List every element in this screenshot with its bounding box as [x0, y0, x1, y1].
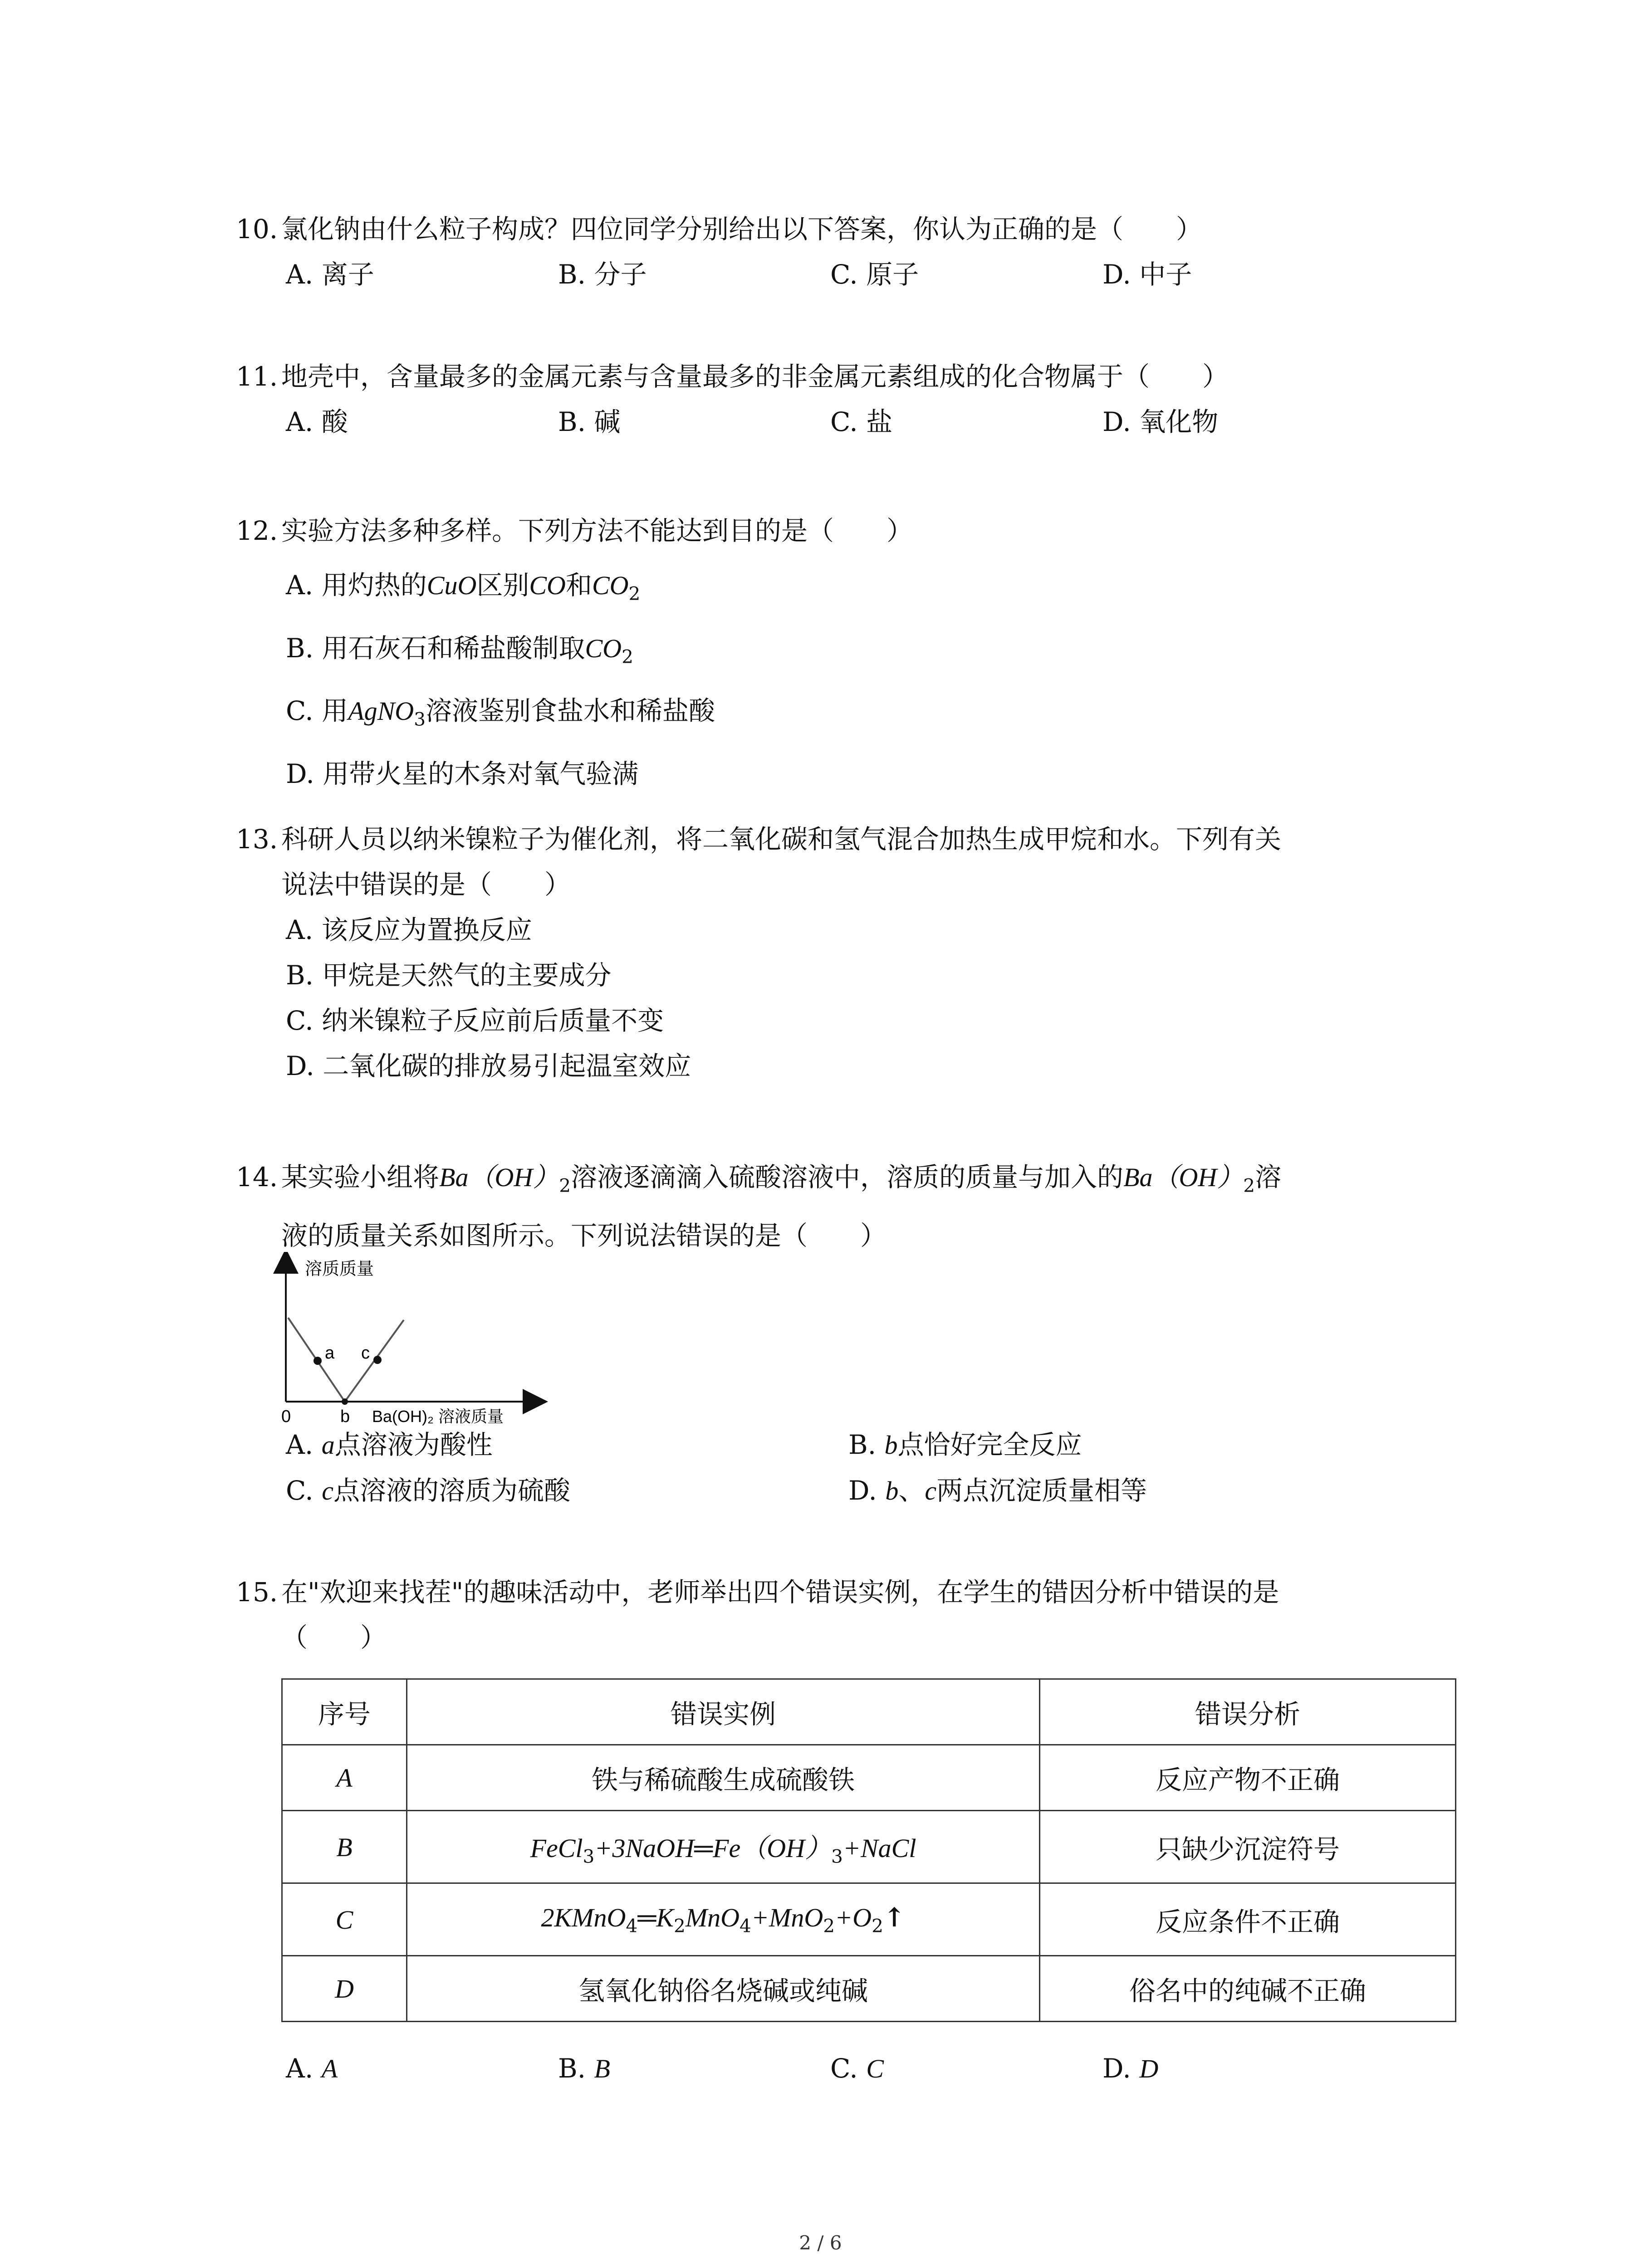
- option-c[interactable]: C. C: [830, 2053, 884, 2084]
- question-text: 地壳中，含量最多的金属元素与含量最多的非金属元素组成的化合物属于（ ）: [281, 361, 1229, 392]
- row-id: C: [335, 1905, 353, 1935]
- question-13: [236, 816, 1461, 1089]
- table-row: [282, 1883, 1456, 1956]
- graph-label-a: a: [325, 1344, 335, 1363]
- option-a[interactable]: A. 离子: [286, 259, 374, 290]
- page-number: 2 / 6: [799, 2232, 842, 2254]
- question-text-line2: （ ）: [281, 1622, 387, 1653]
- row-analysis: 俗名中的纯碱不正确: [1040, 1956, 1456, 2022]
- option-c[interactable]: C. 盐: [830, 406, 893, 437]
- option-b[interactable]: B. 用石灰石和稀盐酸制取$CO_2$: [286, 632, 633, 668]
- table-row: [282, 1745, 1456, 1811]
- question-10: [236, 206, 1461, 297]
- option-a[interactable]: A. A: [286, 2053, 338, 2084]
- header-analysis: 错误分析: [1040, 1679, 1456, 1745]
- option-a[interactable]: A. a点溶液为酸性: [286, 1429, 493, 1460]
- table-row: [282, 1811, 1456, 1883]
- option-b[interactable]: B. 碱: [558, 406, 621, 437]
- option-b[interactable]: B. 甲烷是天然气的主要成分: [286, 960, 612, 991]
- option-d[interactable]: D. 二氧化碳的排放易引起温室效应: [286, 1051, 691, 1081]
- row-example: $FeCl_3+3NaOH═Fe(OH)_3+NaCl$: [407, 1811, 1040, 1883]
- row-analysis: 只缺少沉淀符号: [1040, 1811, 1456, 1883]
- question-text: 在"欢迎来找茬"的趣味活动中，老师举出四个错误实例，在学生的错因分析中错误的是: [281, 1577, 1279, 1608]
- option-d[interactable]: D. 氧化物: [1102, 406, 1219, 437]
- question-stem: [236, 816, 1461, 862]
- option-d[interactable]: D. 用带火星的木条对氧气验满: [286, 758, 639, 789]
- option-b[interactable]: B. 分子: [558, 259, 647, 290]
- options-row: [286, 252, 1461, 297]
- graph-x-label: Ba(OH)₂ 溶液质量: [372, 1407, 504, 1426]
- option-c[interactable]: C. 纳米镍粒子反应前后质量不变: [286, 1005, 664, 1036]
- table-header-row: [282, 1679, 1456, 1745]
- question-15: [236, 1569, 1461, 1660]
- row-analysis: 反应产物不正确: [1040, 1745, 1456, 1811]
- question-number: 15.: [236, 1577, 278, 1608]
- graph-origin: 0: [281, 1407, 291, 1426]
- point-a: [314, 1357, 322, 1365]
- question-text: 实验方法多种多样。下列方法不能达到目的是（ ）: [281, 515, 913, 546]
- option-d[interactable]: D. 中子: [1102, 259, 1192, 290]
- question-text-line2: 说法中错误的是（ ）: [281, 869, 571, 900]
- graph-label-b: b: [340, 1407, 350, 1426]
- row-example: 铁与稀硫酸生成硫酸铁: [407, 1745, 1040, 1811]
- q15-table: [281, 1678, 1456, 2022]
- graph-label-c: c: [361, 1344, 370, 1363]
- options-row: [286, 2046, 1461, 2092]
- row-id: A: [336, 1763, 353, 1793]
- row-id: B: [336, 1832, 353, 1862]
- option-a[interactable]: A. 酸: [286, 406, 348, 437]
- question-text: 氯化钠由什么粒子构成？四位同学分别给出以下答案，你认为正确的是（ ）: [281, 214, 1203, 244]
- options-row: [286, 399, 1461, 445]
- question-number: 14.: [236, 1162, 278, 1193]
- question-text: 科研人员以纳米镍粒子为催化剂，将二氧化碳和氢气混合加热生成甲烷和水。下列有关: [281, 824, 1282, 855]
- header-index: 序号: [282, 1679, 407, 1745]
- options-row: [286, 1468, 1461, 1514]
- question-14: [236, 1152, 1461, 1261]
- question-text-line2: 液的质量关系如图所示。下列说法错误的是（ ）: [281, 1220, 887, 1251]
- table-row: [282, 1956, 1456, 2022]
- question-number: 10.: [236, 214, 278, 244]
- options-row: [286, 1422, 1461, 1468]
- question-stem: [236, 503, 1461, 558]
- header-example: 错误实例: [407, 1679, 1040, 1745]
- row-example: $2KMnO_4═K_2MnO_4+MnO_2+O_2↑$: [407, 1883, 1040, 1956]
- option-c[interactable]: C. 用AgNO$_3$溶液鉴别食盐水和稀盐酸: [286, 695, 715, 730]
- question-number: 13.: [236, 824, 278, 855]
- question-12: [236, 503, 1461, 801]
- graph-y-label: 溶质质量: [305, 1260, 374, 1279]
- option-d[interactable]: D. D: [1102, 2053, 1159, 2084]
- option-b[interactable]: B. B: [558, 2053, 610, 2084]
- question-15-options: [236, 2046, 1461, 2092]
- option-a[interactable]: A. 用灼热的CuO区别CO和$CO_2$: [286, 570, 641, 605]
- option-d[interactable]: D. b、c两点沉淀质量相等: [848, 1475, 1147, 1506]
- point-c: [373, 1356, 382, 1364]
- option-c[interactable]: C. c点溶液的溶质为硫酸: [286, 1475, 570, 1506]
- row-example: 氢氧化钠俗名烧碱或纯碱: [407, 1956, 1040, 2022]
- question-stem: 14. 某实验小组将$Ba(OH)_2$溶液逐滴滴入硫酸溶液中，溶质的质量与加入的$Ba(OH)_2$溶: [236, 1152, 1461, 1211]
- question-stem: [236, 206, 1461, 252]
- question-11: [236, 354, 1461, 445]
- question-number: 12.: [236, 515, 278, 546]
- graph-curve: [288, 1318, 404, 1402]
- q14-graph: [272, 1252, 554, 1433]
- row-analysis: 反应条件不正确: [1040, 1883, 1456, 1956]
- question-stem: [236, 1569, 1461, 1615]
- option-b[interactable]: B. b点恰好完全反应: [848, 1429, 1082, 1460]
- option-a[interactable]: A. 该反应为置换反应: [286, 914, 532, 945]
- question-number: 11.: [236, 361, 278, 392]
- option-c[interactable]: C. 原子: [830, 259, 919, 290]
- point-b: [342, 1398, 348, 1405]
- row-id: D: [335, 1974, 354, 2004]
- arrow-up-icon: ↑: [883, 1902, 906, 1933]
- question-stem: [236, 354, 1461, 399]
- question-14-options: [236, 1422, 1461, 1514]
